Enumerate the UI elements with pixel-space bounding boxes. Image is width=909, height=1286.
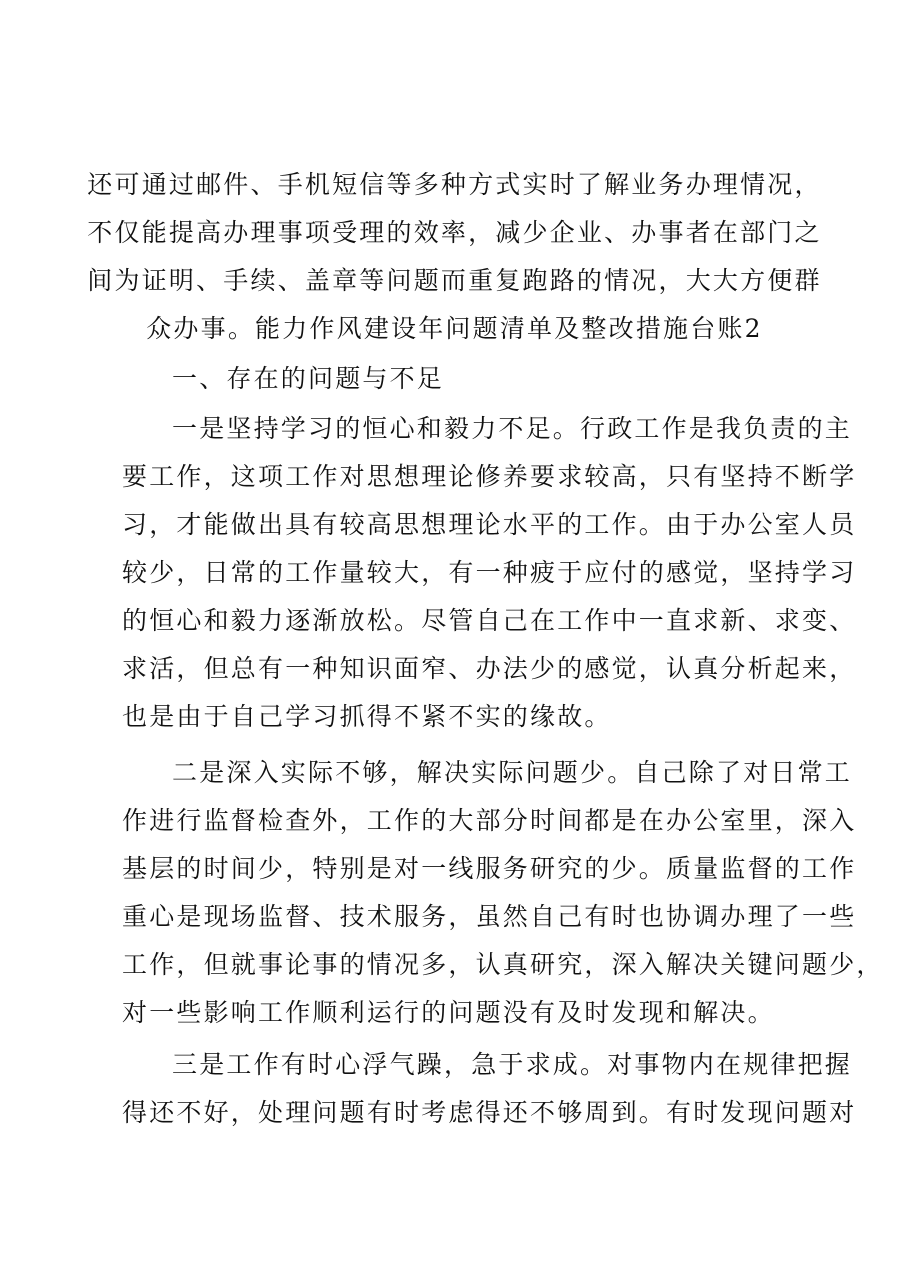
- paragraph-1-line-7: 也是由于自己学习抓得不紧不实的缘故。: [122, 702, 612, 731]
- paragraph-2-line-1: 二是深入实际不够，解决实际问题少。自己除了对日常工: [172, 758, 853, 787]
- paragraph-3-line-1: 三是工作有时心浮气躁，急于求成。对事物内在规律把握: [172, 1050, 853, 1079]
- paragraph-2-line-5: 工作，但就事论事的情况多，认真研究，深入解决关键问题少，: [122, 950, 884, 979]
- paragraph-2-line-2: 作进行监督检查外，工作的大部分时间都是在办公室里，深入: [122, 806, 857, 835]
- paragraph-1-line-6: 求活，但总有一种知识面窄、办法少的感觉，认真分析起来，: [122, 654, 857, 683]
- paragraph-2-line-3: 基层的时间少，特别是对一线服务研究的少。质量监督的工作: [122, 854, 857, 883]
- intro-line-1: 还可通过邮件、手机短信等多种方式实时了解业务办理情况，: [87, 170, 822, 199]
- paragraph-1-line-4: 较少，日常的工作量较大，有一种疲于应付的感觉，坚持学习: [122, 558, 857, 587]
- paragraph-1-line-2: 要工作，这项工作对思想理论修养要求较高，只有坚持不断学: [122, 462, 857, 491]
- paragraph-1-line-1: 一是坚持学习的恒心和毅力不足。行政工作是我负责的主: [172, 414, 853, 443]
- intro-line-4: 众办事。能力作风建设年问题清单及整改措施台账2: [146, 314, 763, 343]
- paragraph-3-line-2: 得还不好，处理问题有时考虑得还不够周到。有时发现问题对: [122, 1098, 857, 1127]
- paragraph-1-line-5: 的恒心和毅力逐渐放松。尽管自己在工作中一直求新、求变、: [122, 606, 857, 635]
- intro-line-3: 间为证明、手续、盖章等问题而重复跑路的情况，大大方便群: [87, 266, 822, 295]
- section-heading: 一、存在的问题与不足: [172, 364, 445, 393]
- intro-line-2: 不仅能提高办理事项受理的效率，减少企业、办事者在部门之: [87, 218, 822, 247]
- paragraph-2-line-6: 对一些影响工作顺利运行的问题没有及时发现和解决。: [122, 998, 775, 1027]
- paragraph-1-line-3: 习，才能做出具有较高思想理论水平的工作。由于办公室人员: [122, 510, 857, 539]
- paragraph-2-line-4: 重心是现场监督、技术服务，虽然自己有时也协调办理了一些: [122, 902, 857, 931]
